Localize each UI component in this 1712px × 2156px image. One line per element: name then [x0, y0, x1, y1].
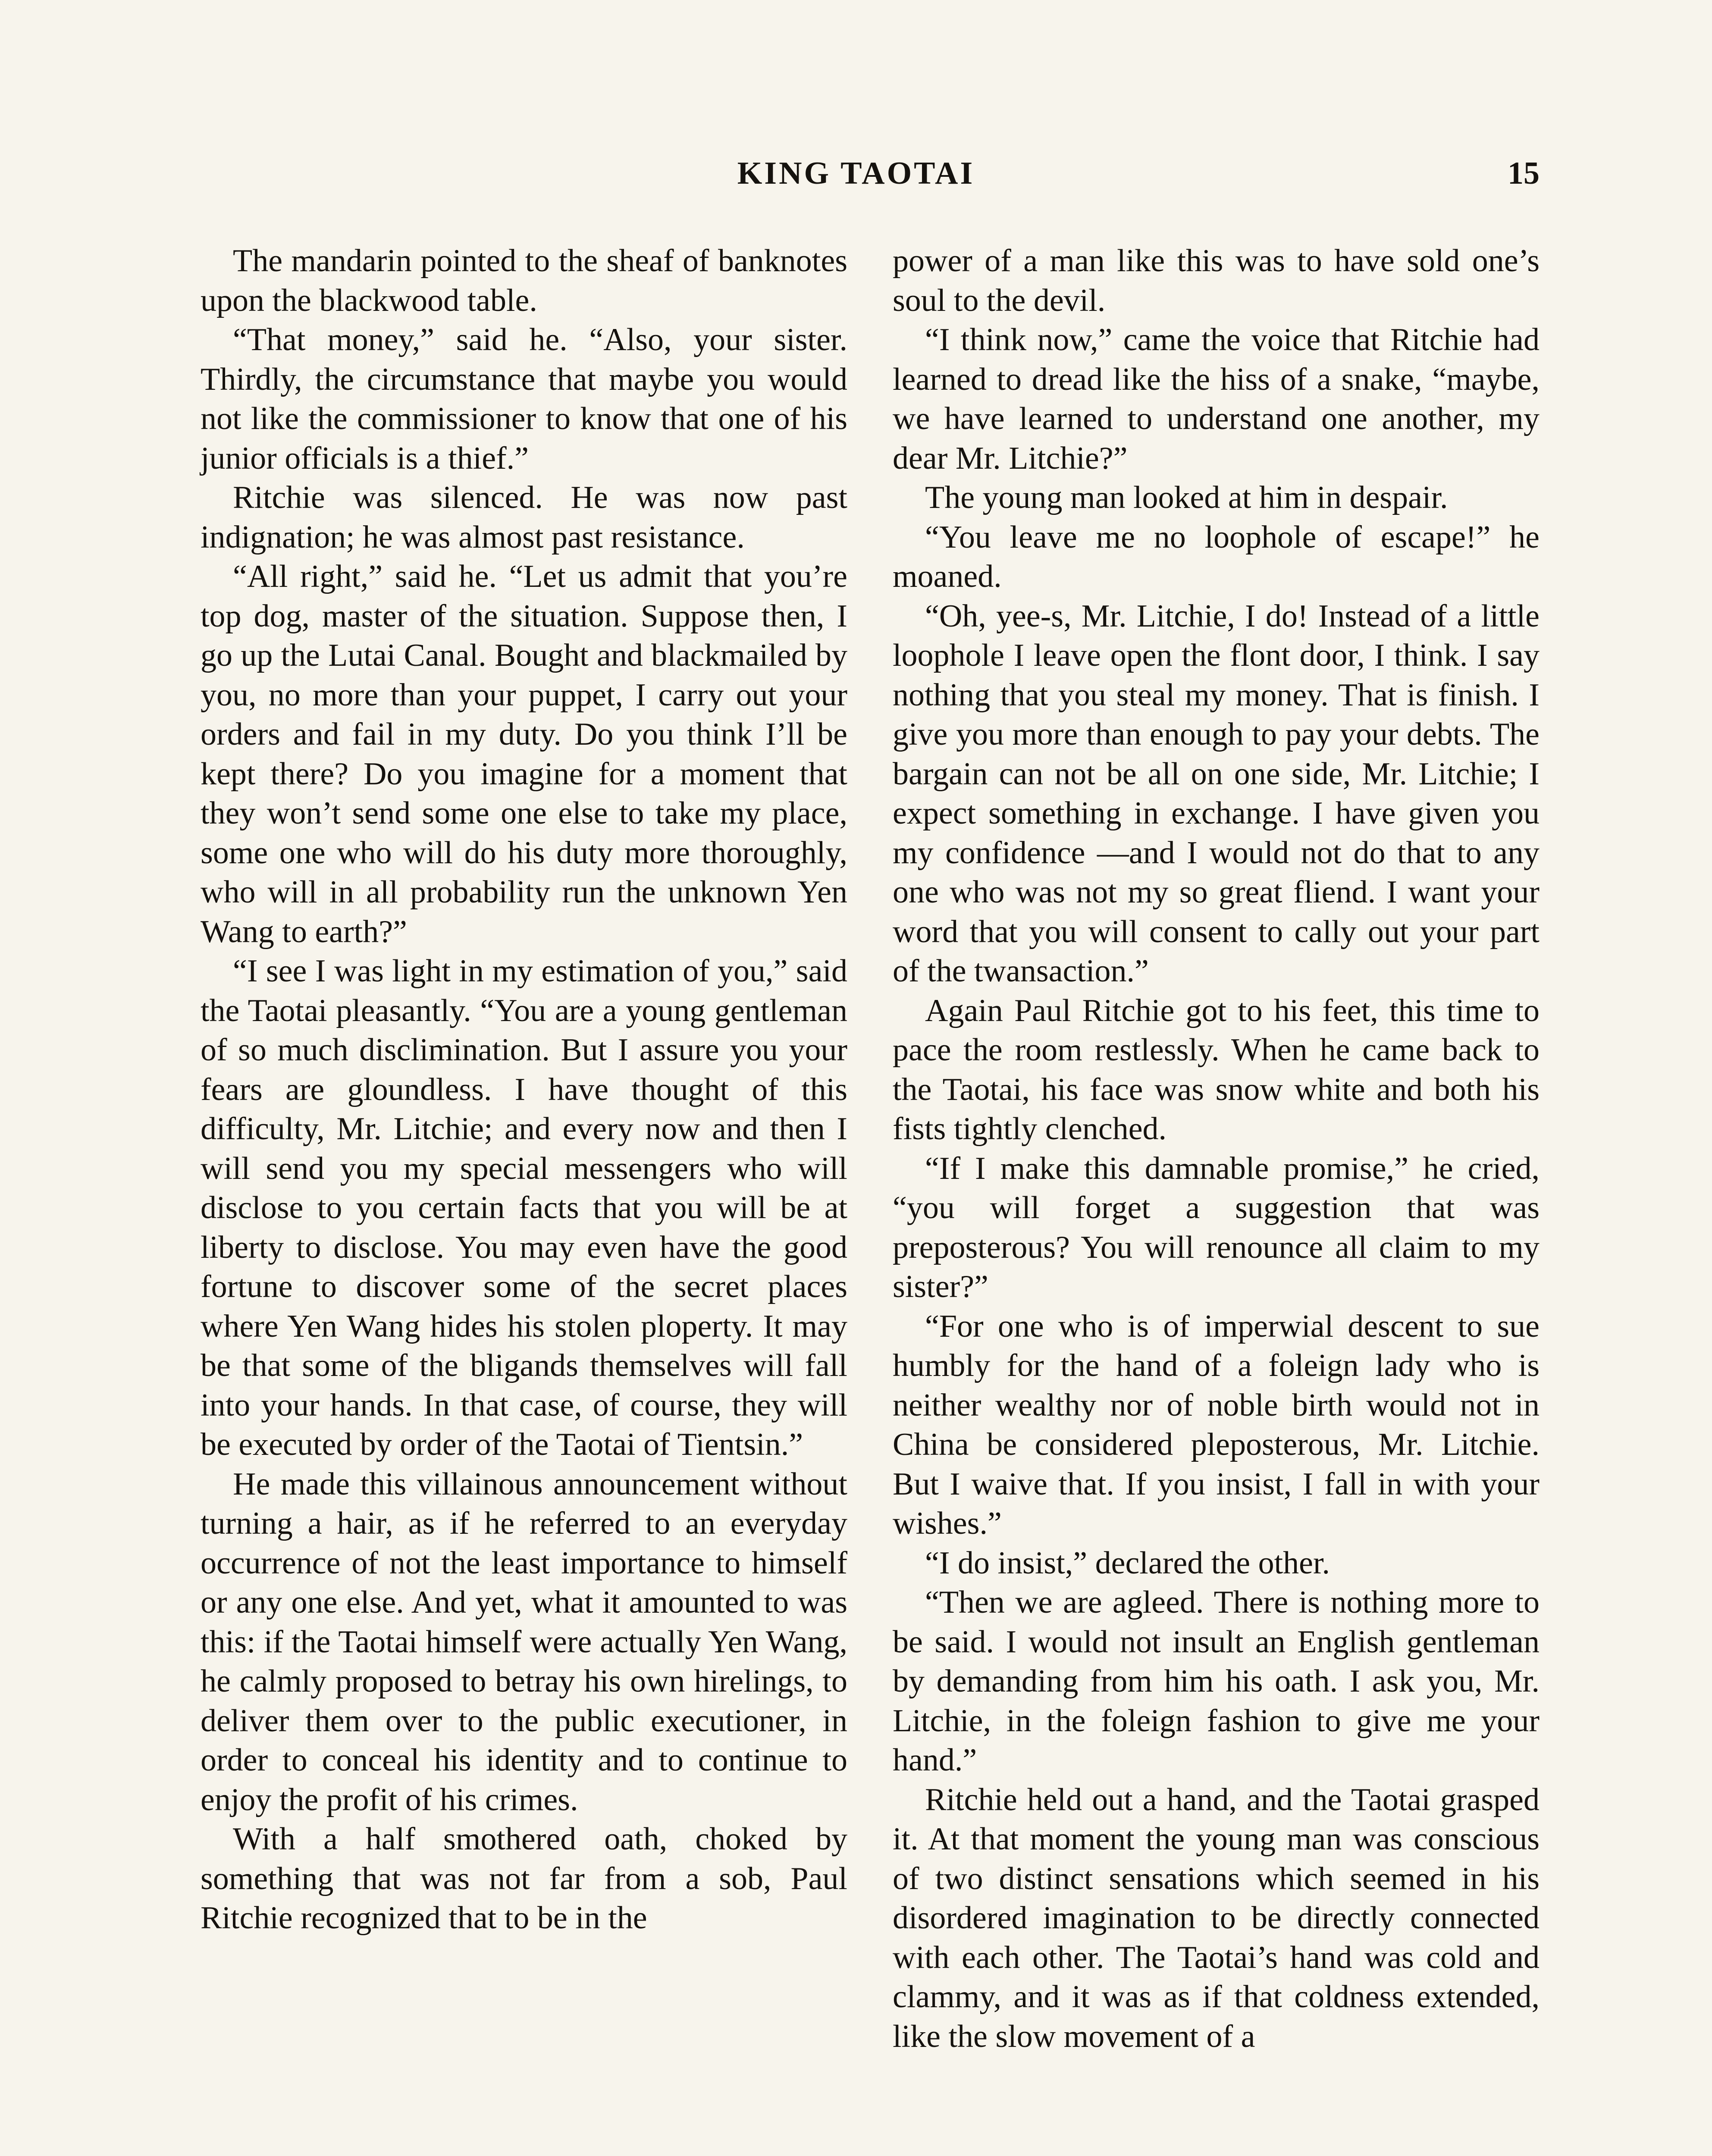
paragraph: “That money,” said he. “Also, your sister. Thirdly, the circumstance that maybe you would not like the commissioner to know that one of his junior officials is a thief.”: [201, 322, 847, 476]
paragraph: “For one who is of imperwial descent to sue humbly for the hand of a foleign lady who is neither wealthy nor of noble birth would not in China be considered pleposterous, Mr. Litchie. But I waive that. If you insist, I fall in with your wishes.”: [893, 1308, 1540, 1541]
paragraph: “I see I was light in my estimation of you,” said the Taotai pleasantly. “You are a young gentleman of so much disclimination. But I assure you your fears are gloundless. I have thought of this difficulty, Mr. Litchie; and every now and then I will send you my special messengers who will disclose to you certain facts that you will be at liberty to disclose. You may even have the good fortune to discover some of the secret places where Yen Wang hides his stolen ploperty. It may be that some of the bligands themselves will fall into your hands. In that case, of course, they will be executed by order of the Taotai of Tientsin.”: [201, 953, 847, 1462]
paragraph: The young man looked at him in despair.: [925, 480, 1448, 515]
page-number: 15: [1508, 156, 1540, 191]
paragraph: The mandarin pointed to the sheaf of banknotes upon the blackwood table.: [201, 243, 847, 318]
running-title: KING TAOTAI: [737, 156, 975, 191]
left-column: [201, 241, 847, 1938]
paragraph: “You leave me no loophole of escape!” he moaned.: [893, 519, 1540, 594]
paragraph: “I do insist,” declared the other.: [925, 1545, 1330, 1581]
paragraph: He made this villainous announcement without turning a hair, as if he referred to an everyday occurrence of not the least importance to himself or any one else. And yet, what it amounted to was this: if the Taotai himself were actually Yen Wang, he calmly proposed to betray his own hirelings, to deliver them over to the public executioner, in order to conceal his identity and to continue to enjoy the profit of his crimes.: [201, 1466, 847, 1818]
paragraph: Ritchie was silenced. He was now past indignation; he was almost past resistance.: [201, 480, 847, 555]
paragraph: “Oh, yee-s, Mr. Litchie, I do! Instead of a little loophole I leave open the flont door, I think. I say nothing that you steal my money. That is finish. I give you more than enough to pay your debts. The bargain can not be all on one side, Mr. Litchie; I expect something in exchange. I have given you my confidence —and I would not do that to any one who was not my so great fliend. I want your word that you will consent to cally out your part of the twansaction.”: [893, 598, 1540, 989]
paragraph: Ritchie held out a hand, and the Taotai grasped it. At that moment the young man was conscious of two distinct sensations which seemed in his disordered imagination to be directly connected with each other. The Taotai’s hand was cold and clammy, and it was as if that coldness extended, like the slow movement of a: [893, 1782, 1540, 2054]
paragraph: “If I make this damnable promise,” he cried, “you will forget a suggestion that was preposterous? You will renounce all claim to my sister?”: [893, 1150, 1540, 1304]
paragraph: “I think now,” came the voice that Ritchie had learned to dread like the hiss of a snake, “maybe, we have learned to understand one another, my dear Mr. Litchie?”: [893, 322, 1540, 476]
paragraph: With a half smothered oath, choked by something that was not far from a sob, Paul Ritchie recognized that to be in the: [201, 1821, 847, 1936]
paragraph: “Then we are agleed. There is nothing more to be said. I would not insult an English gentleman by demanding from him his oath. I ask you, Mr. Litchie, in the foleign fashion to give me your hand.”: [893, 1585, 1540, 1778]
paragraph: Again Paul Ritchie got to his feet, this time to pace the room restlessly. When he came back to the Taotai, his face was snow white and both his fists tightly clenched.: [893, 993, 1540, 1147]
paragraph-continued: power of a man like this was to have sold one’s soul to the devil.: [893, 243, 1540, 318]
paragraph: “All right,” said he. “Let us admit that you’re top dog, master of the situation. Suppose then, I go up the Lutai Canal. Bought and blackmailed by you, no more than your puppet, I carry out your orders and fail in my duty. Do you think I’ll be kept there? Do you imagine for a moment that they won’t send some one else to take my place, some one who will do his duty more thoroughly, who will in all probability run the unknown Yen Wang to earth?”: [201, 559, 847, 950]
right-column: [893, 241, 1540, 2056]
